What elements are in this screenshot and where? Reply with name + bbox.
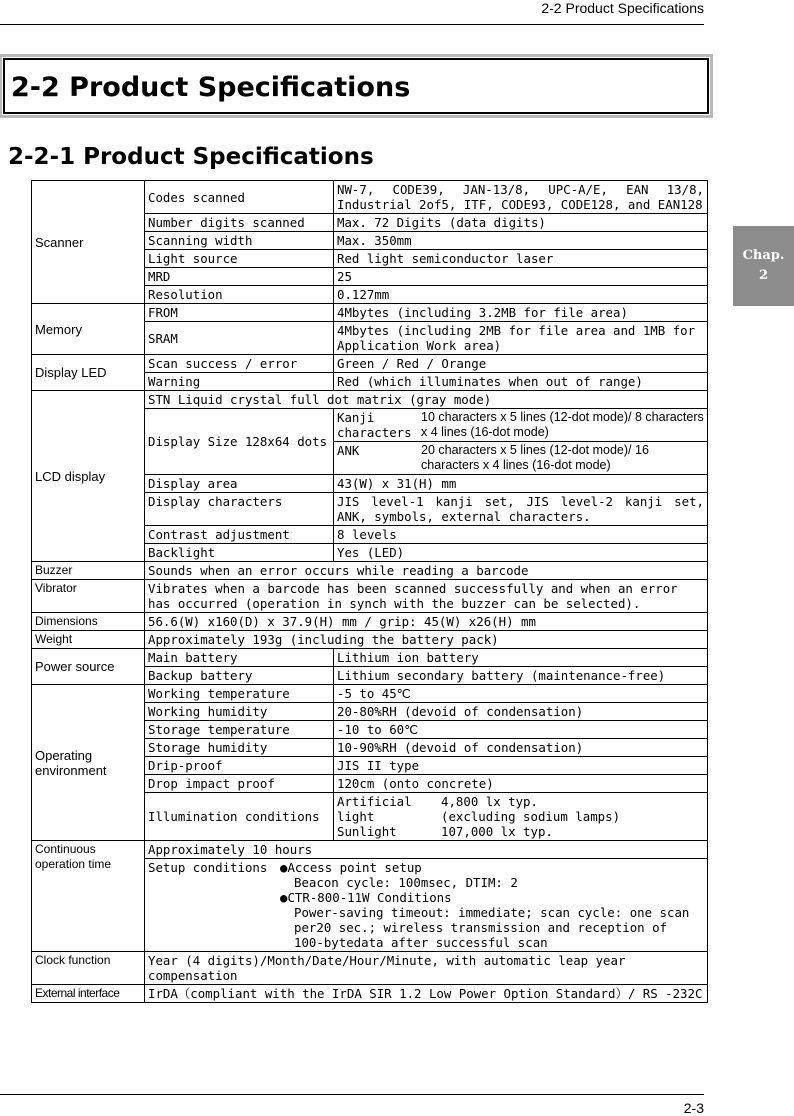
spec-value: Max. 350mm bbox=[334, 232, 708, 250]
spec-label: Main battery bbox=[145, 649, 334, 667]
spec-value: Year (4 digits)/Month/Date/Hour/Minute, with automatic leap year compensation bbox=[145, 952, 708, 985]
illum-value: 4,800 lx typ. bbox=[441, 794, 538, 809]
spec-label: SRAM bbox=[145, 322, 334, 355]
spec-value: 56.6(W) x160(D) x 37.9(H) mm / grip: 45(W) x26(H) mm bbox=[145, 613, 708, 631]
category-cell: Weight bbox=[32, 631, 145, 649]
spec-value: 8 levels bbox=[334, 526, 708, 544]
spec-value: IrDA（compliant with the IrDA SIR 1.2 Low Power Option Standard）/ RS -232C bbox=[145, 985, 708, 1003]
spec-value: Green / Red / Orange bbox=[334, 355, 708, 373]
category-cell: Dimensions bbox=[32, 613, 145, 631]
spec-label: Display characters bbox=[145, 493, 334, 526]
spec-table bbox=[31, 180, 708, 1003]
table-row bbox=[32, 985, 708, 1003]
kanji-value: 10 characters x 5 lines (12-dot mode)/ 8 characters x 4 lines (16-dot mode) bbox=[421, 410, 704, 439]
spec-label: Scan success / error bbox=[145, 355, 334, 373]
table-row bbox=[32, 649, 708, 667]
table-row bbox=[32, 841, 708, 859]
spec-value: Vibrates when a barcode has been scanned successfully and when an error has occurred (operation in synch with the buzzer can be selected). bbox=[145, 580, 708, 613]
spec-value: JIS level-1 kanji set, JIS level-2 kanji set, ANK, symbols, external characters. bbox=[334, 493, 708, 526]
spec-label: MRD bbox=[145, 268, 334, 286]
table-row bbox=[32, 580, 708, 613]
illum-key: Sunlight bbox=[337, 824, 397, 839]
spec-value: JIS II type bbox=[334, 757, 708, 775]
category-cell: Operating environment bbox=[32, 685, 145, 841]
spec-value: 20-80%RH (devoid of condensation) bbox=[334, 703, 708, 721]
spec-label: Working temperature bbox=[145, 685, 334, 703]
spec-label: Backup battery bbox=[145, 667, 334, 685]
footer-rule bbox=[0, 1094, 704, 1095]
table-row bbox=[32, 304, 708, 322]
spec-value: Max. 72 Digits (data digits) bbox=[334, 214, 708, 232]
setup-label: Setup conditions bbox=[148, 860, 268, 875]
spec-label: Drip-proof bbox=[145, 757, 334, 775]
spec-value: Red (which illuminates when out of range) bbox=[334, 373, 708, 391]
illum-value: 107,000 lx typ. bbox=[441, 824, 553, 839]
subsection-title: 2-2-1 Product Specifications bbox=[8, 144, 374, 170]
illum-key: light bbox=[337, 809, 375, 824]
table-row bbox=[32, 391, 708, 409]
kanji-key: Kanji characters bbox=[337, 410, 412, 440]
category-cell: Vibrator bbox=[32, 580, 145, 613]
spec-value: NW-7, CODE39, JAN-13/8, UPC-A/E, EAN 13/8, Industrial 2of5, ITF, CODE93, CODE128, and EAN128 bbox=[334, 181, 708, 214]
spec-value: 25 bbox=[334, 268, 708, 286]
category-cell: LCD display bbox=[32, 391, 145, 562]
spec-value: 4Mbytes (including 3.2MB for file area) bbox=[334, 304, 708, 322]
spec-label: Working humidity bbox=[145, 703, 334, 721]
chapter-tab[interactable] bbox=[733, 226, 794, 306]
illum-key: Artificial bbox=[337, 794, 412, 809]
spec-label: FROM bbox=[145, 304, 334, 322]
spec-label: Storage humidity bbox=[145, 739, 334, 757]
setup-detail: Power-saving timeout: immediate; scan cycle: one scan per20 sec.; wireless transmission and reception of 100-bytedata after successful scan bbox=[294, 905, 690, 950]
ank-value: 20 characters x 5 lines (12-dot mode)/ 16 characters x 4 lines (16-dot mode) bbox=[421, 443, 649, 472]
table-row bbox=[32, 181, 708, 214]
table-row bbox=[32, 685, 708, 703]
spec-value bbox=[145, 859, 708, 952]
spec-label: Illumination conditions bbox=[145, 793, 334, 841]
spec-value: 120cm (onto concrete) bbox=[334, 775, 708, 793]
spec-label: Scanning width bbox=[145, 232, 334, 250]
table-row bbox=[32, 631, 708, 649]
spec-value: 10-90%RH (devoid of condensation) bbox=[334, 739, 708, 757]
spec-label: Drop impact proof bbox=[145, 775, 334, 793]
header-rule bbox=[0, 24, 704, 25]
spec-value: Sounds when an error occurs while reading a barcode bbox=[145, 562, 708, 580]
ank-key: ANK bbox=[337, 443, 360, 458]
category-cell: Clock function bbox=[32, 952, 145, 985]
chapter-tab-number: 2 bbox=[758, 268, 769, 283]
setup-bullet: ●Access point setup bbox=[280, 860, 422, 875]
spec-label: Contrast adjustment bbox=[145, 526, 334, 544]
spec-value: STN Liquid crystal full dot matrix (gray mode) bbox=[145, 391, 708, 409]
category-cell: External interface bbox=[32, 985, 145, 1003]
spec-value: -10 to 60℃ bbox=[334, 721, 708, 739]
spec-label: Backlight bbox=[145, 544, 334, 562]
chapter-tab-label: Chap. bbox=[742, 248, 785, 263]
page-number: 2-3 bbox=[683, 1100, 704, 1116]
table-row bbox=[32, 613, 708, 631]
setup-bullet: ●CTR-800-11W Conditions bbox=[280, 890, 452, 905]
category-cell: Buzzer bbox=[32, 562, 145, 580]
table-row bbox=[32, 355, 708, 373]
spec-label: Number digits scanned bbox=[145, 214, 334, 232]
spec-value: 0.127mm bbox=[334, 286, 708, 304]
spec-value: Red light semiconductor laser bbox=[334, 250, 708, 268]
spec-value: Lithium ion battery bbox=[334, 649, 708, 667]
spec-label: Display Size 128x64 dots bbox=[145, 409, 334, 475]
spec-label: Warning bbox=[145, 373, 334, 391]
spec-label: Storage temperature bbox=[145, 721, 334, 739]
spec-value bbox=[334, 442, 708, 475]
table-row bbox=[32, 562, 708, 580]
spec-value: -5 to 45℃ bbox=[334, 685, 708, 703]
setup-detail: Beacon cycle: 100msec, DTIM: 2 bbox=[294, 875, 518, 890]
spec-value: Approximately 193g (including the battery pack) bbox=[145, 631, 708, 649]
spec-label: Light source bbox=[145, 250, 334, 268]
category-cell: Memory bbox=[32, 304, 145, 355]
illum-value: (excluding sodium lamps) bbox=[441, 809, 621, 824]
spec-label: Codes scanned bbox=[145, 181, 334, 214]
spec-value bbox=[334, 409, 708, 442]
table-row bbox=[32, 952, 708, 985]
page-title: 2-2 Product Specifications bbox=[11, 72, 411, 103]
category-cell: Scanner bbox=[32, 181, 145, 304]
spec-value bbox=[334, 793, 708, 841]
category-cell: Power source bbox=[32, 649, 145, 685]
spec-value: Yes (LED) bbox=[334, 544, 708, 562]
running-header: 2-2 Product Specifications bbox=[541, 0, 704, 16]
spec-value: Approximately 10 hours bbox=[145, 841, 708, 859]
section-title-box bbox=[3, 58, 709, 114]
spec-label: Resolution bbox=[145, 286, 334, 304]
spec-label: Display area bbox=[145, 475, 334, 493]
spec-value: Lithium secondary battery (maintenance-free) bbox=[334, 667, 708, 685]
spec-value: 4Mbytes (including 2MB for file area and 1MB for Application Work area) bbox=[334, 322, 708, 355]
category-cell: Display LED bbox=[32, 355, 145, 391]
category-cell: Continuous operation time bbox=[32, 841, 145, 952]
spec-value: 43(W) x 31(H) mm bbox=[334, 475, 708, 493]
